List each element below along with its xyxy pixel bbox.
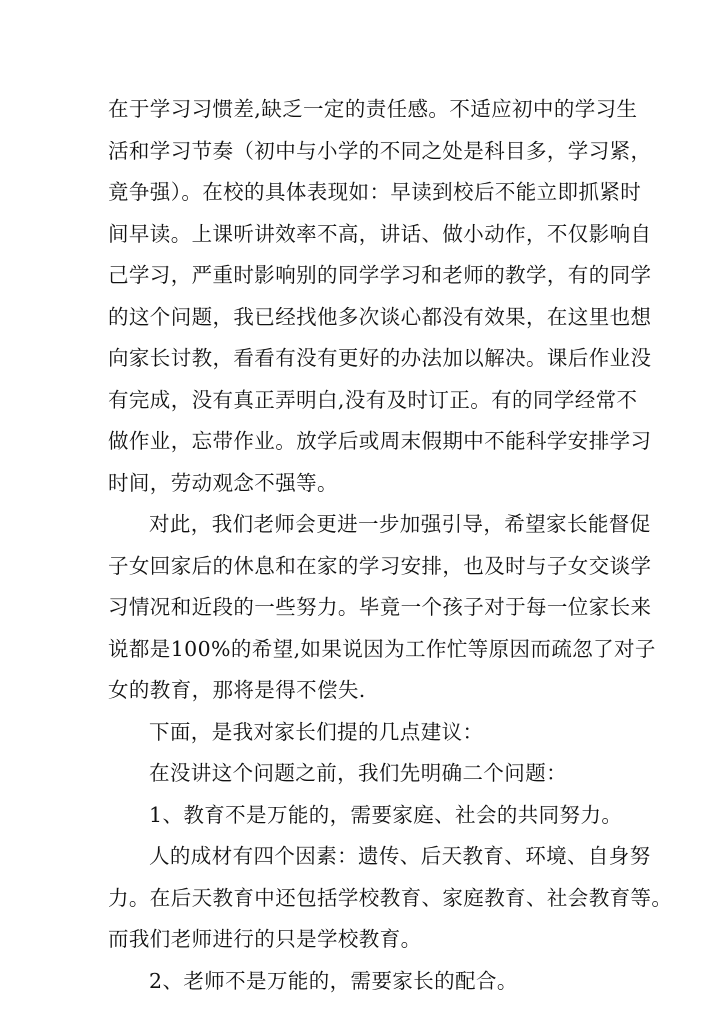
paragraph-first-line: 对此，我们老师会更进一步加强引导，希望家长能督促 (149, 512, 651, 536)
text-line: 竟争强）。在校的具体表现如：早读到校后不能立即抓紧时 (108, 180, 642, 204)
text-line: 的这个问题，我已经找他多次谈心都没有效果，在这里也想 (108, 305, 652, 329)
text-line: 有完成，没有真正弄明白,没有及时订正。有的同学经常不 (108, 388, 638, 412)
paragraph-first-line: 人的成材有四个因素：遗传、后天教育、环境、自身努 (149, 844, 651, 868)
text-line: 活和学习节奏（初中与小学的不同之处是科目多，学习紧， (108, 139, 652, 163)
list-item-1: 1、教育不是万能的，需要家庭、社会的共同努力。 (149, 803, 623, 827)
text-line: 在于学习习惯差,缺乏一定的责任感。不适应初中的学习生 (108, 97, 638, 121)
paragraph-first-line: 下面，是我对家长们提的几点建议： (149, 720, 484, 744)
text-line: 间早读。上课听讲效率不高，讲话、做小动作，不仅影响自 (108, 222, 652, 246)
text-line: 子女回家后的休息和在家的学习安排，也及时与子女交谈学 (108, 554, 652, 578)
text-line: 习情况和近段的一些努力。毕竟一个孩子对于每一位家长来 (108, 595, 652, 619)
list-item-2: 2、老师不是万能的，需要家长的配合。 (149, 969, 518, 993)
text-line: 己学习，严重时影响别的同学学习和老师的教学，有的同学 (108, 263, 652, 287)
text-line: 而我们老师进行的只是学校教育。 (108, 927, 422, 951)
text-line: 说都是100%的希望,如果说因为工作忙等原因而疏忽了对子 (108, 637, 656, 661)
paragraph-first-line: 在没讲这个问题之前，我们先明确二个问题： (149, 761, 567, 785)
text-line: 力。在后天教育中还包括学校教育、家庭教育、社会教育等。 (108, 886, 673, 910)
text-line: 做作业，忘带作业。放学后或周末假期中不能科学安排学习 (108, 429, 652, 453)
text-line: 向家长讨教，看看有没有更好的办法加以解决。课后作业没 (108, 346, 652, 370)
text-line: 时间，劳动观念不强等。 (108, 471, 338, 495)
text-line: 女的教育，那将是得不偿失. (108, 678, 366, 702)
